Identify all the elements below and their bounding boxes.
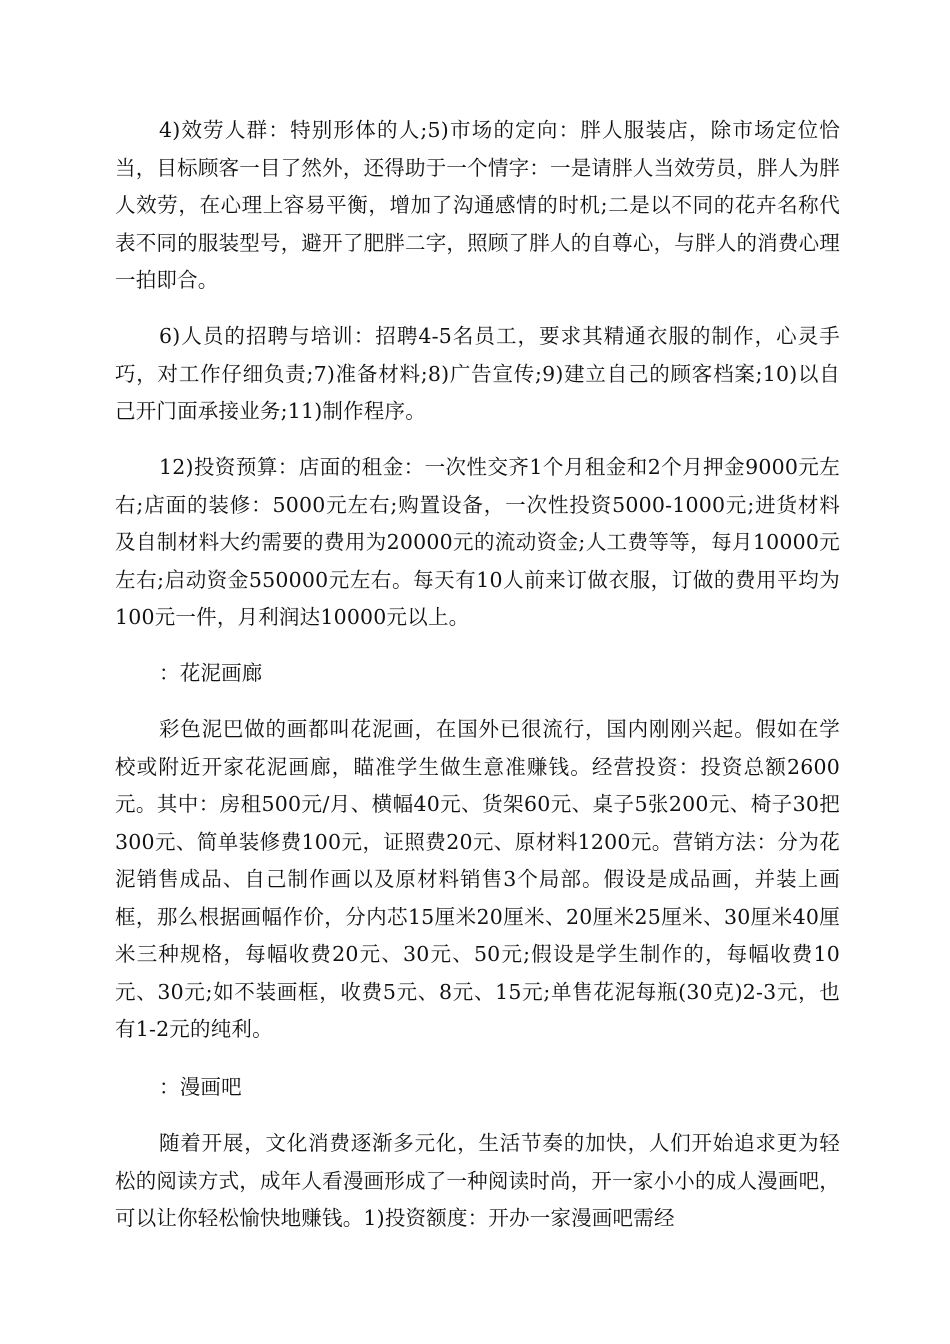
section-heading-comic-bar: ：漫画吧: [159, 1075, 242, 1099]
paragraph-investment-budget: 12)投资预算：店面的租金：一次性交齐1个月租金和2个月押金9000元左右;店面的装修：5000元左右;购置设备，一次性投资5000-1000元;进货材料及自制材料大约需要的费用为20000元的流动资金;人工费等等，每月10000元左右;启动资金550000元左右。每天有10人前来订做衣服，订做的费用平均为100元一件，月利润达10000元以上。: [115, 455, 840, 629]
paragraph-service-market: 4)效劳人群：特别形体的人;5)市场的定向：胖人服装店，除市场定位恰当，目标顾客一目了然外，还得助于一个情字：一是请胖人当效劳员，胖人为胖人效劳，在心理上容易平衡，增加了沟通感情的时机;二是以不同的花卉名称代表不同的服装型号，避开了肥胖二字，照顾了胖人的自尊心，与胖人的消费心理一拍即合。: [115, 118, 840, 292]
paragraph-staff-training: 6)人员的招聘与培训：招聘4-5名员工，要求其精通衣服的制作，心灵手巧，对工作仔细负责;7)准备材料;8)广告宣传;9)建立自己的顾客档案;10)以自己开门面承接业务;11)制作程序。: [115, 324, 840, 423]
section-heading-flower-mud-gallery: ：花泥画廊: [159, 661, 263, 685]
paragraph-comic-bar: 随着开展，文化消费逐渐多元化，生活节奏的加快，人们开始追求更为轻松的阅读方式，成年人看漫画形成了一种阅读时尚，开一家小小的成人漫画吧，可以让你轻松愉快地赚钱。1)投资额度：开办一家漫画吧需经: [115, 1131, 840, 1230]
paragraph-flower-mud-gallery: 彩色泥巴做的画都叫花泥画，在国外已很流行，国内刚刚兴起。假如在学校或附近开家花泥画廊，瞄准学生做生意准赚钱。经营投资：投资总额2600元。其中：房租500元/月、横幅40元、货架60元、桌子5张200元、椅子30把300元、简单装修费100元，证照费20元、原材料1200元。营销方法：分为花泥销售成品、自己制作画以及原材料销售3个局部。假设是成品画，并装上画框，那么根据画幅作价，分内芯15厘米20厘米、20厘米25厘米、30厘米40厘米三种规格，每幅收费20元、30元、50元;假设是学生制作的，每幅收费10元、30元;如不装画框，收费5元、8元、15元;单售花泥每瓶(30克)2-3元，也有1-2元的纯利。: [115, 717, 840, 1041]
